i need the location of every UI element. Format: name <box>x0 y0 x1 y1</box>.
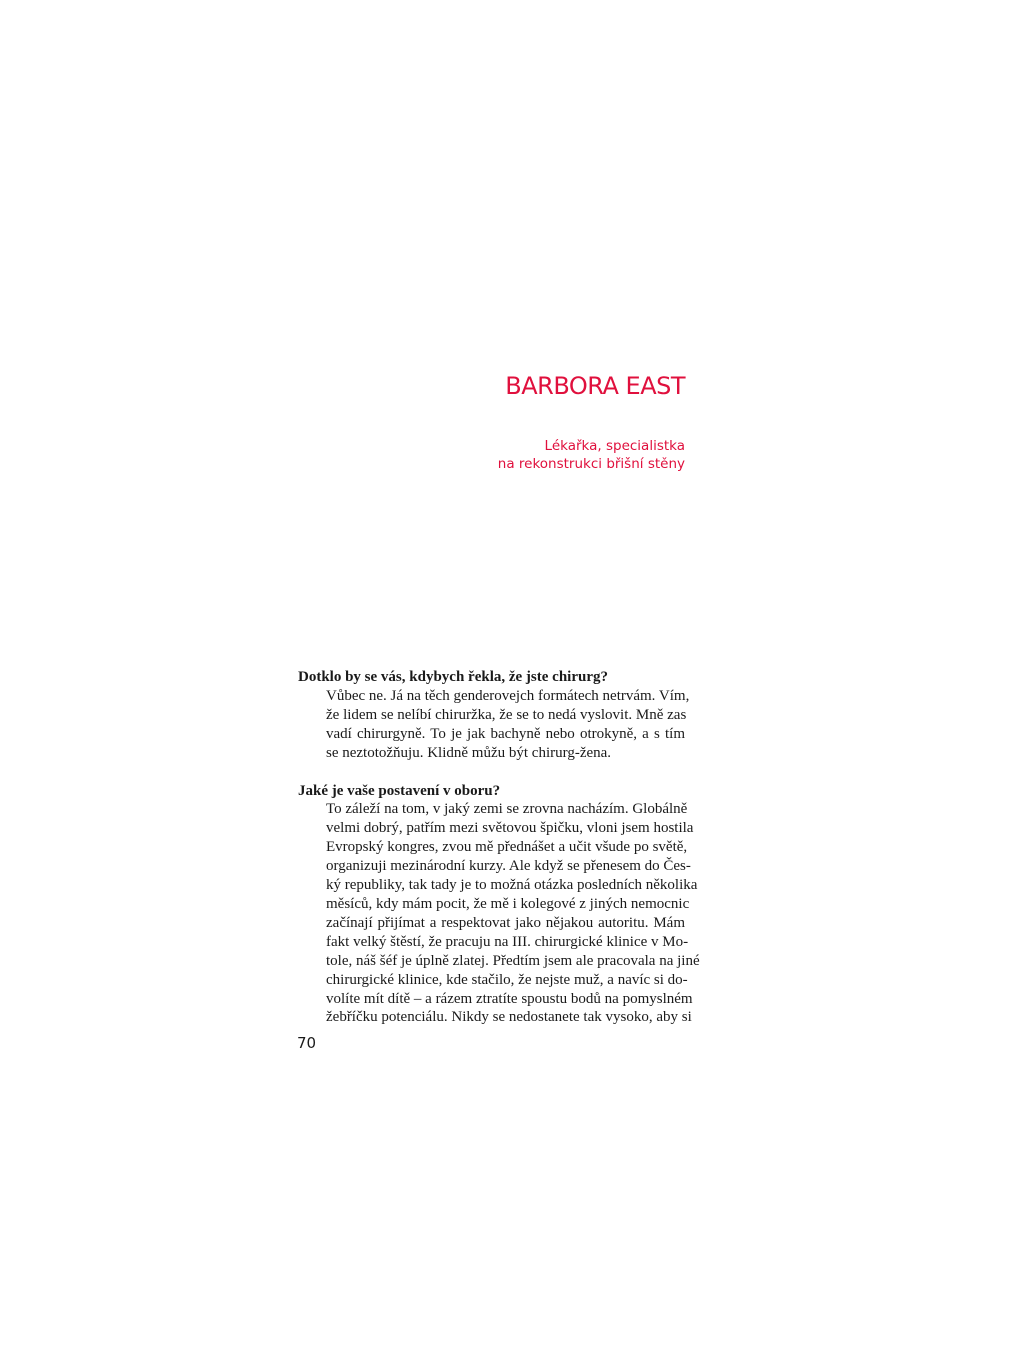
answer-line: ký republiky, tak tady je to možná otázka posledních několika <box>326 877 698 894</box>
page-number: 70 <box>297 1034 317 1052</box>
answer <box>298 800 700 1027</box>
answer-line: žebříčku potenciálu. Nikdy se nedostanete tak vysoko, aby si <box>326 1009 692 1026</box>
answer-line: volíte mít dítě – a rázem ztratíte spoustu bodů na pomyslném <box>326 990 693 1007</box>
answer-line: začínají přijímat a respektovat jako nějakou autoritu. Mám <box>326 914 685 931</box>
answer-line: se neztotožňuju. Klidně můžu být chirurg-žena. <box>326 744 612 761</box>
answer-line: Vůbec ne. Já na těch genderovejch formátech netrvám. Vím, <box>326 687 690 704</box>
answer-line: velmi dobrý, patřím mezi světovou špičku, vloni jsem hostila <box>326 820 694 837</box>
answer-line: tole, náš šéf je úplně zlatej. Předtím jsem ale pracovala na jiné <box>326 952 700 969</box>
qa-block <box>298 668 690 763</box>
answer-line: měsíců, kdy mám pocit, že mě i kolegové z jiných nemocnic <box>326 895 690 912</box>
answer-line: chirurgické klinice, kde stačilo, že nejste muž, a navíc si do- <box>326 971 688 988</box>
answer <box>298 687 690 763</box>
interview-text <box>298 668 700 1046</box>
qa-block <box>298 782 700 1028</box>
question: Jaké je vaše postavení v oboru? <box>298 782 501 799</box>
answer-line: organizuji mezinárodní kurzy. Ale když se přenesem do Čes- <box>326 858 691 875</box>
answer-line: To záleží na tom, v jaký zemi se zrovna nacházím. Globálně <box>326 801 688 818</box>
question: Dotklo by se vás, kdybych řekla, že jste chirurg? <box>298 669 608 685</box>
subtitle-line: Lékařka, specialistka <box>544 438 685 454</box>
interviewee-name: BARBORA EAST <box>505 372 685 400</box>
answer-line: Evropský kongres, zvou mě přednášet a učit všude po světě, <box>326 839 688 856</box>
answer-line: vadí chirurgyně. To je jak bachyně nebo otrokyně, a s tím <box>326 725 685 742</box>
answer-line: že lidem se nelíbí chiruržka, že se to nedá vyslovit. Mně zas <box>326 706 687 723</box>
subtitle-line: na rekonstrukci břišní stěny <box>497 456 685 472</box>
interviewee-description <box>498 437 685 473</box>
answer-line: fakt velký štěstí, že pracuju na III. chirurgické klinice v Mo- <box>326 933 689 950</box>
